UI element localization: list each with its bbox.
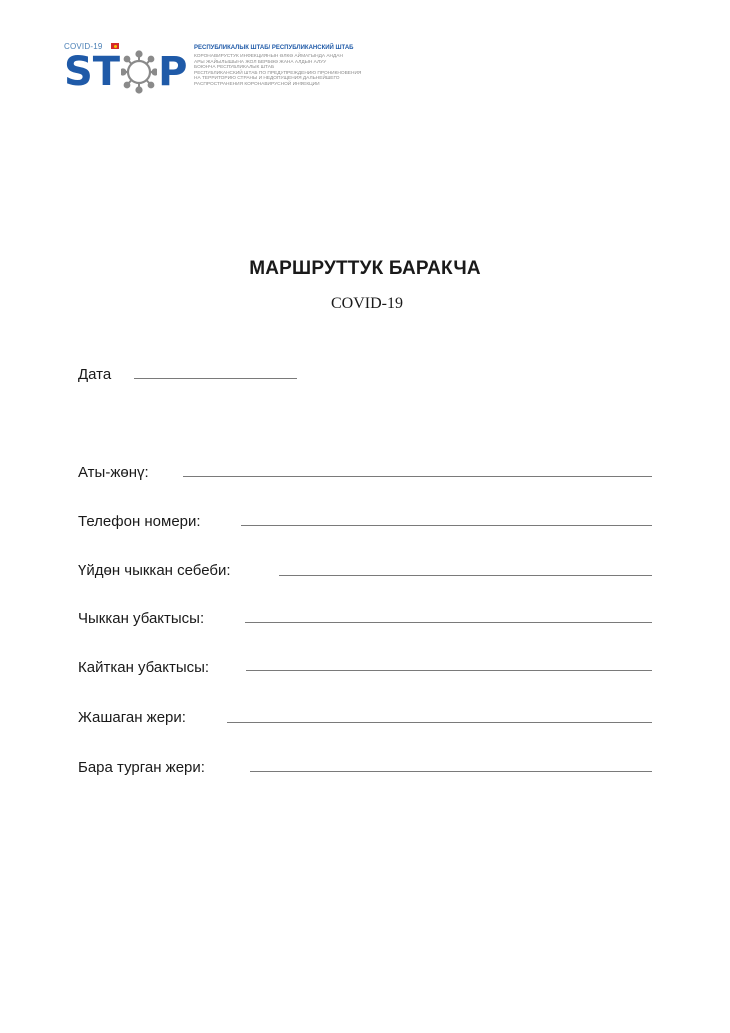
residence-label: Жашаган жери:: [78, 709, 186, 726]
full-name-field[interactable]: [183, 476, 652, 477]
stop-letter-p: P: [158, 49, 188, 95]
destination-label: Бара турган жери:: [78, 759, 205, 776]
residence-field[interactable]: [227, 722, 652, 723]
phone-label: Телефон номери:: [78, 513, 201, 530]
full-name-label: Аты-жөнү:: [78, 464, 149, 481]
departure-time-label: Чыккан убактысы:: [78, 610, 205, 627]
shtab-line: АРЫ ЖАЙЫЛЫШЫНА ЖОЛ БЕРБӨӨ ЖАНА АЛДЫН АЛУУ: [194, 59, 327, 65]
stop-letters-st: ST: [64, 49, 121, 95]
page-title: МАРШРУТТУК БАРАКЧА: [249, 258, 481, 279]
date-label: Дата: [78, 366, 112, 383]
reason-label: Үйдөн чыккан себеби:: [78, 562, 231, 579]
shtab-line: КОРОНАВИРУСТУК ИНФЕКЦИЯНЫН ӨЛКӨ АЙМАГЫНДА АНДАН: [194, 54, 343, 59]
stop-covid-logo: [64, 42, 394, 102]
shtab-line: РЕСПУБЛИКАНСКИЙ ШТАБ ПО ПРЕДУПРЕЖДЕНИЮ ПРОНИКНОВЕНИЯ: [194, 70, 362, 76]
phone-field[interactable]: [241, 525, 652, 526]
return-time-label: Кайткан убактысы:: [78, 659, 210, 676]
stop-wordmark: [64, 48, 187, 96]
shtab-line: РАСПРОСТРАНЕНИЯ КОРОНАВИРУСНОЙ ИНФЕКЦИИ: [194, 81, 320, 87]
shtab-line: БОЮНЧА РЕСПУБЛИКАЛЫК ШТАБ: [194, 65, 275, 71]
date-field[interactable]: [134, 378, 297, 379]
covid-19-label: COVID-19: [64, 42, 103, 51]
shtab-line: НА ТЕРРИТОРИЮ СТРАНЫ И НЕДОПУЩЕНИЯ ДАЛЬНЕЙШЕГО: [194, 76, 340, 82]
shtab-description: [194, 54, 361, 88]
reason-field[interactable]: [279, 575, 652, 576]
shtab-title: РЕСПУБЛИКАЛЫК ШТАБ/ РЕСПУБЛИКАНСКИЙ ШТАБ: [194, 45, 354, 51]
page-subtitle: COVID-19: [331, 295, 403, 312]
return-time-field[interactable]: [246, 670, 652, 671]
departure-time-field[interactable]: [245, 622, 652, 623]
destination-field[interactable]: [250, 771, 652, 772]
virus-icon: [121, 50, 157, 94]
